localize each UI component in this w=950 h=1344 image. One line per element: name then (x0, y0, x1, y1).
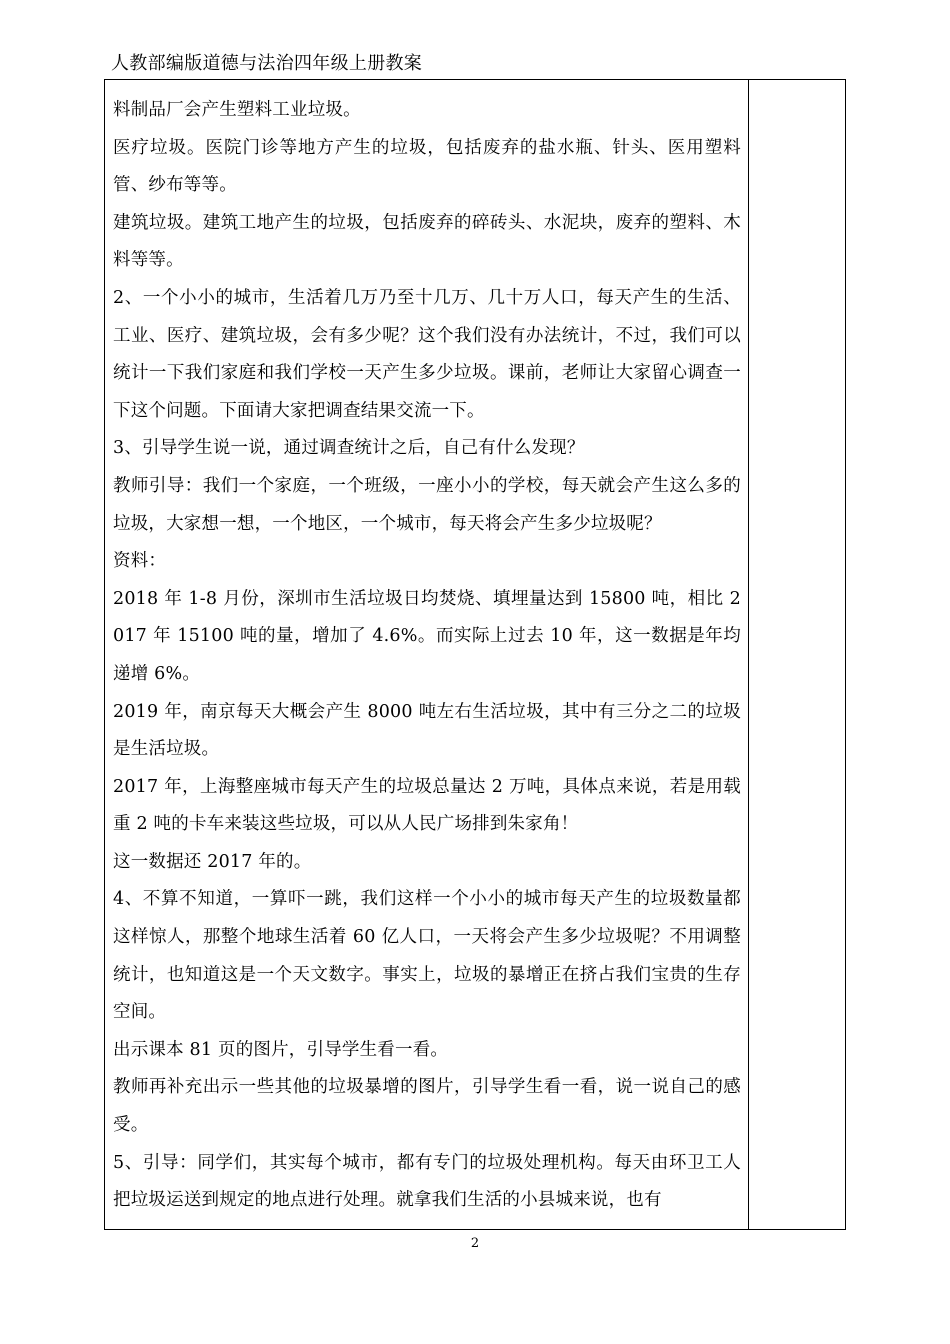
lesson-content-cell (113, 92, 741, 1220)
paragraph: 2019 年，南京每天大概会产生 8000 吨左右生活垃圾，其中有三分之二的垃圾是生活垃圾。 (113, 701, 741, 760)
paragraph: 出示课本 81 页的图片，引导学生看一看。 (113, 1039, 449, 1060)
paragraph: 3、引导学生说一说，通过调查统计之后，自己有什么发现？ (113, 438, 585, 459)
table-column-divider (748, 80, 749, 1230)
paragraph: 这一数据还 2017 年的。 (113, 851, 312, 872)
paragraph: 4、不算不知道，一算吓一跳，我们这样一个小小的城市每天产生的垃圾数量都这样惊人，那整个地球生活着 60 亿人口，一天将会产生多少垃圾呢？不用调整统计，也知道这是一个天文数字。事实上，垃圾的暴增正在挤占我们宝贵的生存空间。 (113, 889, 741, 1023)
paragraph: 教师再补充出示一些其他的垃圾暴增的图片，引导学生看一看，说一说自己的感受。 (113, 1077, 741, 1136)
paragraph: 2018 年 1-8 月份，深圳市生活垃圾日均焚烧、填埋量达到 15800 吨，相比 2017 年 15100 吨的量，增加了 4.6%。而实际上过去 10 年，这一数据是年均递增 6%。 (113, 588, 741, 684)
page-number: 2 (470, 1236, 480, 1251)
paragraph: 医疗垃圾。医院门诊等地方产生的垃圾，包括废弃的盐水瓶、针头、医用塑料管、纱布等等。 (113, 137, 741, 196)
paragraph: 2、一个小小的城市，生活着几万乃至十几万、几十万人口，每天产生的生活、工业、医疗、建筑垃圾，会有多少呢？这个我们没有办法统计，不过，我们可以统计一下我们家庭和我们学校一天产生多少垃圾。课前，老师让大家留心调查一下这个问题。下面请大家把调查结果交流一下。 (113, 287, 741, 421)
paragraph: 建筑垃圾。建筑工地产生的垃圾，包括废弃的碎砖头、水泥块，废弃的塑料、木料等等。 (113, 212, 741, 271)
paragraph: 料制品厂会产生塑料工业垃圾。 (113, 100, 361, 120)
page-header-title: 人教部编版道德与法治四年级上册教案 (111, 53, 423, 74)
paragraph: 2017 年，上海整座城市每天产生的垃圾总量达 2 万吨，具体点来说，若是用载重 2 吨的卡车来装这些垃圾，可以从人民广场排到朱家角！ (113, 776, 741, 835)
paragraph: 教师引导：我们一个家庭，一个班级，一座小小的学校，每天就会产生这么多的垃圾，大家想一想，一个地区，一个城市，每天将会产生多少垃圾呢？ (113, 475, 741, 534)
paragraph: 5、引导：同学们，其实每个城市，都有专门的垃圾处理机构。每天由环卫工人把垃圾运送到规定的地点进行处理。就拿我们生活的小县城来说，也有 (113, 1152, 741, 1211)
paragraph: 资料： (113, 551, 167, 572)
